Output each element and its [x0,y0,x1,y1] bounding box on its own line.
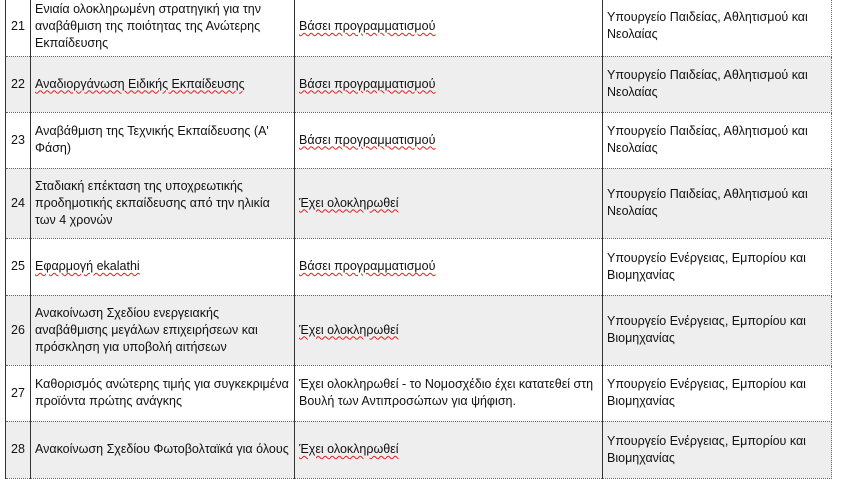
row-number: 24 [6,168,31,238]
row-number: 28 [6,421,31,478]
table-row [6,0,832,56]
status-text: Βάσει προγραμματισμού [299,18,436,33]
row-number: 25 [6,238,31,295]
status-text: Βάσει προγραμματισμού [299,132,436,147]
measures-table [5,0,832,479]
table-row [6,365,832,421]
ministry-cell: Υπουργείο Παιδείας, Αθλητισμού και Νεολαίας [603,168,832,238]
status-cell [295,112,603,168]
ministry-cell: Υπουργείο Παιδείας, Αθλητισμού και Νεολαίας [603,0,832,56]
ministry-cell: Υπουργείο Ενέργειας, Εμπορίου και Βιομηχανίας [603,365,832,421]
row-number: 21 [6,0,31,56]
action-cell: Ενιαία ολοκληρωμένη στρατηγική για την αναβάθμιση της ποιότητας της Ανώτερης Εκπαίδευσης [31,0,295,56]
status-cell [295,168,603,238]
table-row [6,112,832,168]
status-cell [295,421,603,478]
status-cell [295,295,603,365]
status-cell [295,0,603,56]
table-row [6,56,832,112]
row-number: 23 [6,112,31,168]
ministry-cell: Υπουργείο Ενέργειας, Εμπορίου και Βιομηχανίας [603,421,832,478]
table-row [6,295,832,365]
action-cell: Ανακοίνωση Σχεδίου ενεργειακής αναβάθμισης μεγάλων επιχειρήσεων και πρόσκληση για υποβολή αιτήσεων [31,295,295,365]
ministry-cell: Υπουργείο Παιδείας, Αθλητισμού και Νεολαίας [603,56,832,112]
status-cell: Έχει ολοκληρωθεί - το Νομοσχέδιο έχει κατατεθεί στη Βουλή των Αντιπροσώπων για ψήφιση. [295,365,603,421]
action-cell: Ανακοίνωση Σχεδίου Φωτοβολταϊκά για όλους [31,421,295,478]
action-cell: Αναβάθμιση της Τεχνικής Εκπαίδευσης (Α' Φάση) [31,112,295,168]
status-text: Έχει ολοκληρωθεί [299,322,399,337]
table-row [6,421,832,478]
status-text: Βάσει προγραμματισμού [299,259,436,273]
table-row [6,168,832,238]
status-cell [295,238,603,295]
action-cell [31,56,295,112]
action-text: Εφαρμογή ekalathi [35,259,140,273]
ministry-cell: Υπουργείο Παιδείας, Αθλητισμού και Νεολαίας [603,112,832,168]
action-cell: Καθορισμός ανώτερης τιμής για συγκεκριμένα προϊόντα πρώτης ανάγκης [31,365,295,421]
status-cell [295,56,603,112]
row-number: 22 [6,56,31,112]
action-cell [31,238,295,295]
ministry-cell: Υπουργείο Ενέργειας, Εμπορίου και Βιομηχανίας [603,238,832,295]
ministry-cell: Υπουργείο Ενέργειας, Εμπορίου και Βιομηχανίας [603,295,832,365]
status-text: Έχει ολοκληρωθεί [299,195,399,210]
action-text: Αναδιοργάνωση Ειδικής Εκπαίδευσης [35,76,245,91]
row-number: 26 [6,295,31,365]
status-text: Βάσει προγραμματισμού [299,76,436,91]
table-row [6,238,832,295]
status-text: Έχει ολοκληρωθεί [299,442,399,456]
action-cell: Σταδιακή επέκταση της υποχρεωτικής προδημοτικής εκπαίδευσης από την ηλικία των 4 χρονών [31,168,295,238]
row-number: 27 [6,365,31,421]
